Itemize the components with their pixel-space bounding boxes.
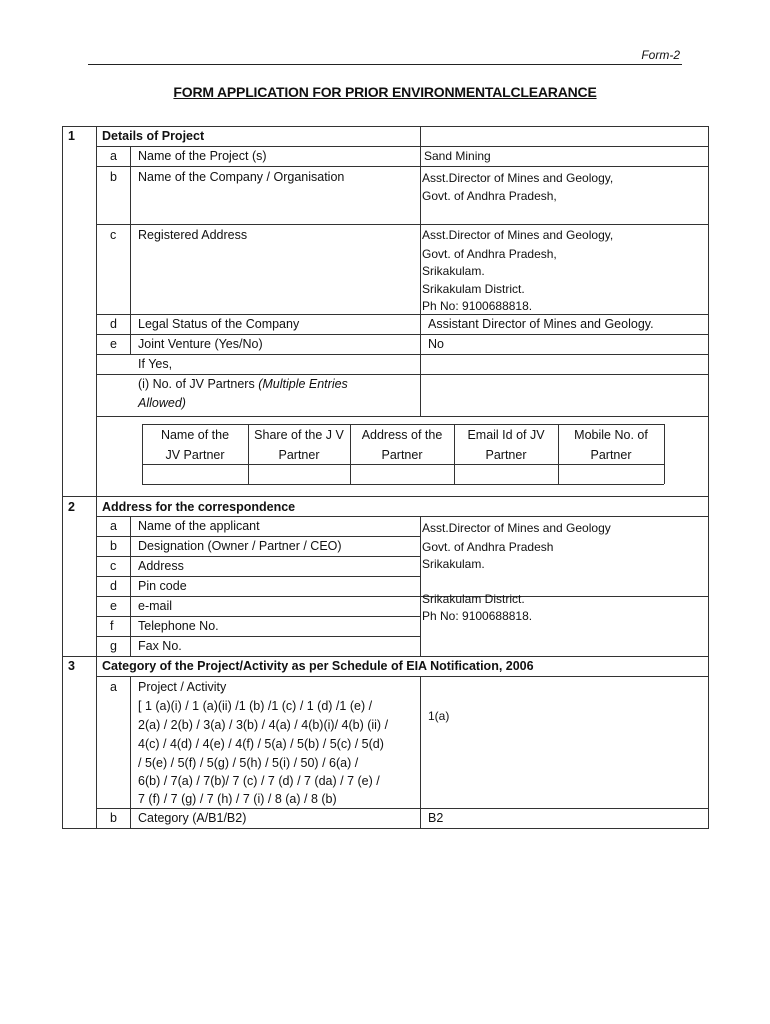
address-label: Address — [138, 559, 184, 573]
pin-code-label: Pin code — [138, 579, 187, 593]
jv-header-share: Share of the J V — [254, 428, 344, 442]
jv-header-share: Partner — [278, 448, 320, 462]
row-letter: d — [110, 317, 117, 331]
registered-address-line: Ph No: 9100688818. — [422, 299, 533, 313]
correspondence-value-line: Asst.Director of Mines and Geology — [422, 521, 611, 535]
row-letter: f — [110, 619, 114, 633]
row-letter: a — [110, 680, 117, 694]
section-3-heading: Category of the Project/Activity as per Schedule of EIA Notification, 2006 — [102, 659, 534, 673]
section-1-number: 1 — [68, 129, 75, 143]
email-label: e-mail — [138, 599, 173, 613]
registered-address-line: Asst.Director of Mines and Geology, — [422, 228, 614, 242]
correspondence-value-line: Srikakulam District. — [422, 592, 525, 606]
legal-status-value: Assistant Director of Mines and Geology. — [428, 317, 654, 331]
legal-status-label: Legal Status of the Company — [138, 317, 300, 331]
activity-list-line: 4(c) / 4(d) / 4(e) / 4(f) / 5(a) / 5(b) / 5(c) / 5(d) — [138, 737, 384, 751]
form-title: FORM APPLICATION FOR PRIOR ENVIRONMENTALCLEARANCE — [173, 84, 597, 100]
row-letter: g — [110, 639, 117, 653]
project-activity-label: Project / Activity — [138, 680, 227, 694]
registered-address-line: Srikakulam. — [422, 264, 485, 278]
activity-list-line: [ 1 (a)(i) / 1 (a)(ii) /1 (b) /1 (c) / 1 (d) /1 (e) / — [138, 699, 373, 713]
row-letter: a — [110, 149, 117, 163]
joint-venture-value: No — [428, 337, 444, 351]
jv-header-name: Name of the — [160, 428, 230, 442]
joint-venture-label: Joint Venture (Yes/No) — [138, 337, 263, 351]
company-name-value-line: Asst.Director of Mines and Geology, — [422, 171, 614, 185]
section-1-heading: Details of Project — [102, 129, 205, 143]
jv-header-address: Address of the — [361, 428, 443, 442]
activity-list-line: 7 (f) / 7 (g) / 7 (h) / 7 (i) / 8 (a) / 8 (b) — [138, 792, 337, 806]
if-yes-label: If Yes, — [138, 357, 173, 371]
activity-list-line: / 5(e) / 5(f) / 5(g) / 5(h) / 5(i) / 50) / 6(a) / — [138, 756, 359, 770]
correspondence-value-line: Govt. of Andhra Pradesh — [422, 540, 554, 554]
row-letter: a — [110, 519, 117, 533]
activity-list-line: 2(a) / 2(b) / 3(a) / 3(b) / 4(a) / 4(b)(i)/ 4(b) (ii) / — [138, 718, 389, 732]
telephone-label: Telephone No. — [138, 619, 219, 633]
row-letter: e — [110, 337, 117, 351]
section-3-number: 3 — [68, 659, 75, 673]
category-value: B2 — [428, 811, 444, 825]
jv-header-mobile: Partner — [590, 448, 632, 462]
jv-partners-note: Allowed) — [138, 396, 186, 410]
project-activity-value: 1(a) — [428, 709, 450, 723]
row-letter: b — [110, 539, 117, 553]
registered-address-label: Registered Address — [138, 228, 248, 242]
form-number: Form-2 — [641, 48, 680, 62]
row-letter: b — [110, 170, 117, 184]
correspondence-value-line: Ph No: 9100688818. — [422, 609, 533, 623]
jv-header-address: Partner — [381, 448, 423, 462]
row-letter: c — [110, 559, 117, 573]
row-letter: c — [110, 228, 117, 242]
registered-address-line: Govt. of Andhra Pradesh, — [422, 247, 557, 261]
section-2-number: 2 — [68, 500, 75, 514]
jv-header-email: Partner — [485, 448, 527, 462]
jv-partners-count-label: (i) No. of JV Partners (Multiple Entries — [138, 377, 348, 391]
project-name-value: Sand Mining — [424, 149, 491, 163]
designation-label: Designation (Owner / Partner / CEO) — [138, 539, 342, 553]
correspondence-value-line: Srikakulam. — [422, 557, 485, 571]
company-name-value-line: Govt. of Andhra Pradesh, — [422, 189, 557, 203]
jv-header-name: JV Partner — [165, 448, 225, 462]
fax-label: Fax No. — [138, 639, 182, 653]
row-letter: d — [110, 579, 117, 593]
project-name-label: Name of the Project (s) — [138, 149, 267, 163]
registered-address-line: Srikakulam District. — [422, 282, 525, 296]
category-label: Category (A/B1/B2) — [138, 811, 247, 825]
row-letter: b — [110, 811, 117, 825]
section-2-heading: Address for the correspondence — [102, 500, 296, 514]
activity-list-line: 6(b) / 7(a) / 7(b)/ 7 (c) / 7 (d) / 7 (da) / 7 (e) / — [138, 774, 380, 788]
jv-header-mobile: Mobile No. of — [574, 428, 648, 442]
row-letter: e — [110, 599, 117, 613]
applicant-name-label: Name of the applicant — [138, 519, 260, 533]
jv-header-email: Email Id of JV — [467, 428, 545, 442]
company-name-label: Name of the Company / Organisation — [138, 170, 345, 184]
